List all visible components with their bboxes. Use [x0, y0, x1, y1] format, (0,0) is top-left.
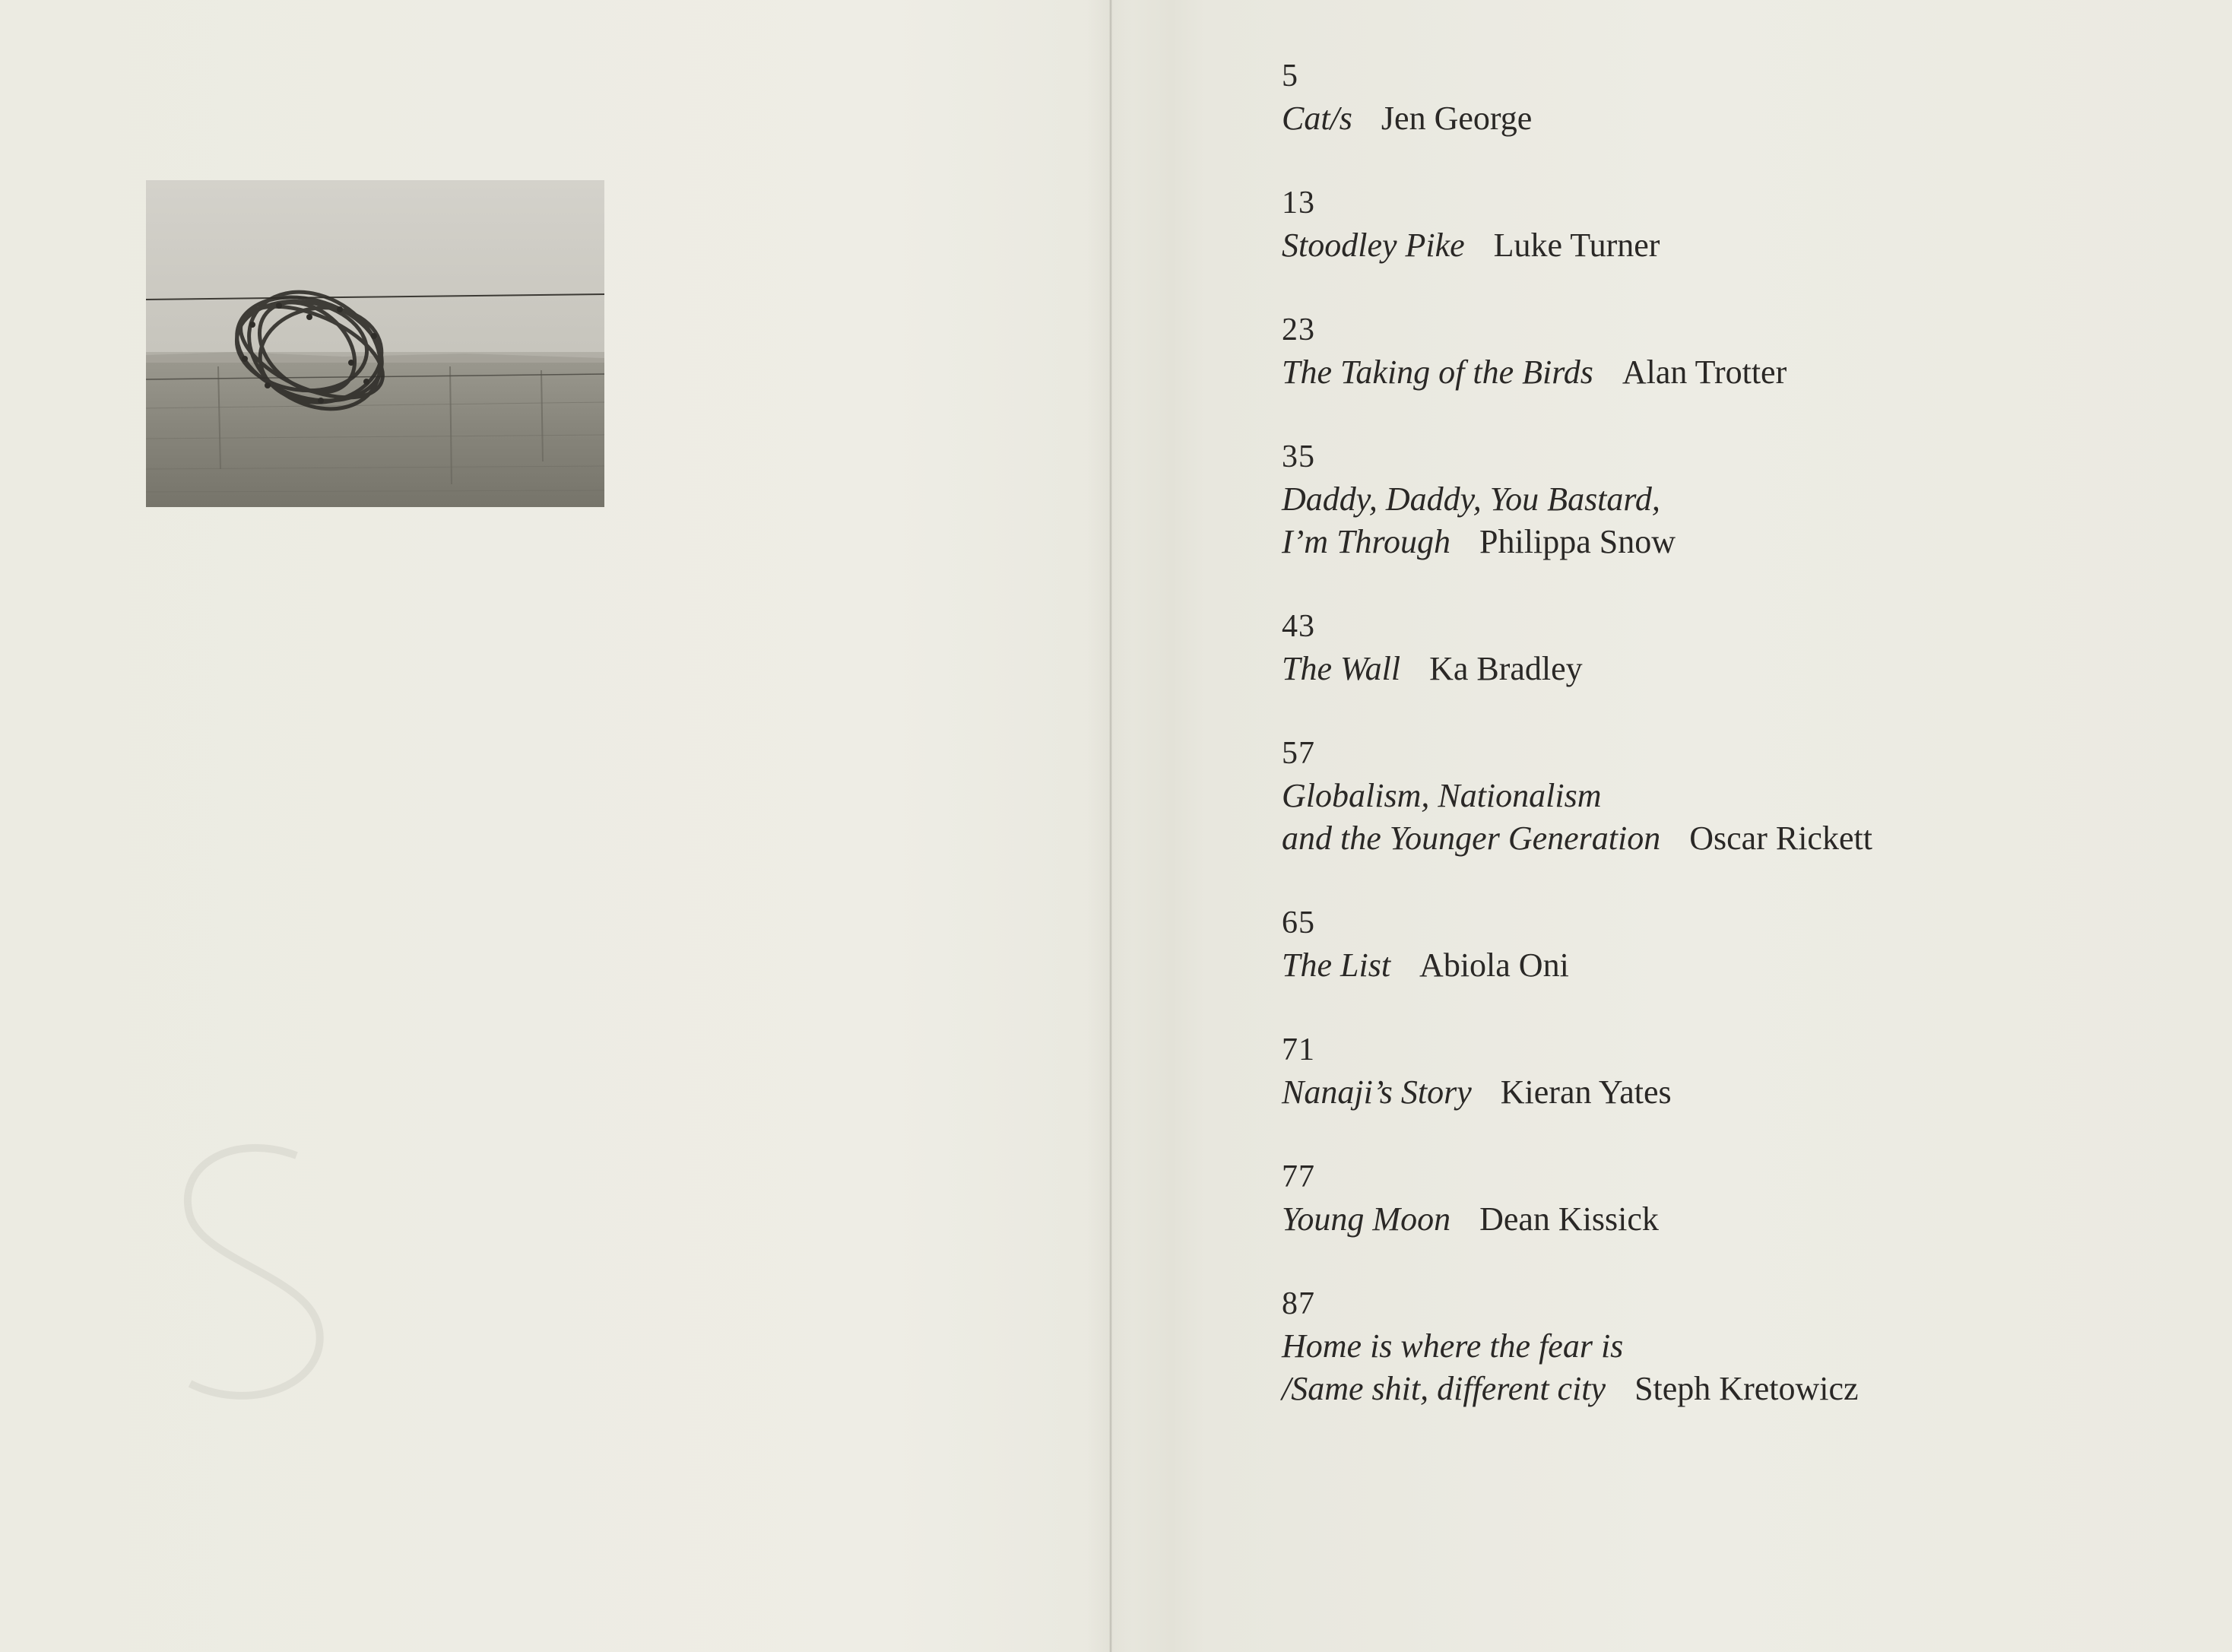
- toc-page-number: 43: [1282, 609, 1315, 644]
- toc-entry: [1282, 1283, 2194, 1452]
- book-gutter: [1109, 0, 1112, 1652]
- toc-title: The Wall: [1282, 650, 1401, 687]
- toc-page-number: 77: [1282, 1159, 1315, 1194]
- toc-title: Young Moon: [1282, 1200, 1451, 1238]
- toc-title-line: [1282, 944, 2194, 987]
- toc-title-line: [1282, 351, 2194, 394]
- toc-title-line: [1282, 478, 2194, 521]
- toc-author: Ka Bradley: [1429, 650, 1583, 687]
- toc-page-number: 13: [1282, 185, 1315, 220]
- toc-entry: [1282, 55, 2194, 182]
- toc-title-line: [1282, 1071, 2194, 1114]
- toc-title: Stoodley Pike: [1282, 227, 1465, 264]
- toc-page-number: 35: [1282, 439, 1315, 474]
- toc-title-line: [1282, 97, 2194, 140]
- show-through-logo: [144, 1133, 365, 1422]
- left-page: [0, 0, 1110, 1652]
- toc-author: Steph Kretowicz: [1634, 1370, 1859, 1407]
- toc-entry: [1282, 732, 2194, 902]
- toc-page-number: 71: [1282, 1032, 1315, 1067]
- toc-title: The Taking of the Birds: [1282, 354, 1593, 391]
- toc-title: and the Younger Generation: [1282, 820, 1661, 857]
- toc-author: Alan Trotter: [1622, 354, 1787, 391]
- toc-title: /Same shit, different city: [1282, 1370, 1606, 1407]
- toc-title-line: [1282, 1368, 2194, 1410]
- toc-entry: [1282, 1156, 2194, 1283]
- toc-title: Cat/s: [1282, 100, 1352, 137]
- toc-title-line: [1282, 775, 2194, 817]
- toc-title-line: [1282, 648, 2194, 690]
- toc-page-number: 5: [1282, 59, 1298, 94]
- toc-page-number: 57: [1282, 736, 1315, 771]
- toc-author: Kieran Yates: [1500, 1073, 1672, 1111]
- toc-title-line: [1282, 1325, 2194, 1368]
- toc-author: Oscar Rickett: [1689, 820, 1872, 857]
- toc-author: Luke Turner: [1493, 227, 1660, 264]
- toc-entry: [1282, 605, 2194, 732]
- toc-entry: [1282, 182, 2194, 309]
- toc-title-line: [1282, 817, 2194, 860]
- toc-author: Philippa Snow: [1479, 523, 1676, 560]
- toc-title-line: [1282, 1198, 2194, 1241]
- toc-author: Dean Kissick: [1479, 1200, 1659, 1238]
- toc-entry: [1282, 309, 2194, 436]
- toc-title: Globalism, Nationalism: [1282, 777, 1602, 814]
- toc-page-number: 87: [1282, 1286, 1315, 1321]
- toc-author: Abiola Oni: [1419, 946, 1569, 984]
- toc-title-line: [1282, 521, 2194, 563]
- toc-entry: [1282, 902, 2194, 1029]
- toc-title: The List: [1282, 946, 1391, 984]
- toc-entry: [1282, 1029, 2194, 1156]
- toc-title: Nanaji’s Story: [1282, 1073, 1472, 1111]
- toc-page-number: 65: [1282, 905, 1315, 940]
- toc-title: I’m Through: [1282, 523, 1451, 560]
- toc-title: Daddy, Daddy, You Bastard,: [1282, 480, 1660, 518]
- toc-entry: [1282, 436, 2194, 605]
- toc-title-line: [1282, 224, 2194, 267]
- toc-author: Jen George: [1381, 100, 1533, 137]
- toc-page-number: 23: [1282, 312, 1315, 347]
- barbed-wire-photo: [146, 180, 604, 507]
- table-of-contents: [1282, 55, 2194, 1452]
- toc-title: Home is where the fear is: [1282, 1327, 1624, 1365]
